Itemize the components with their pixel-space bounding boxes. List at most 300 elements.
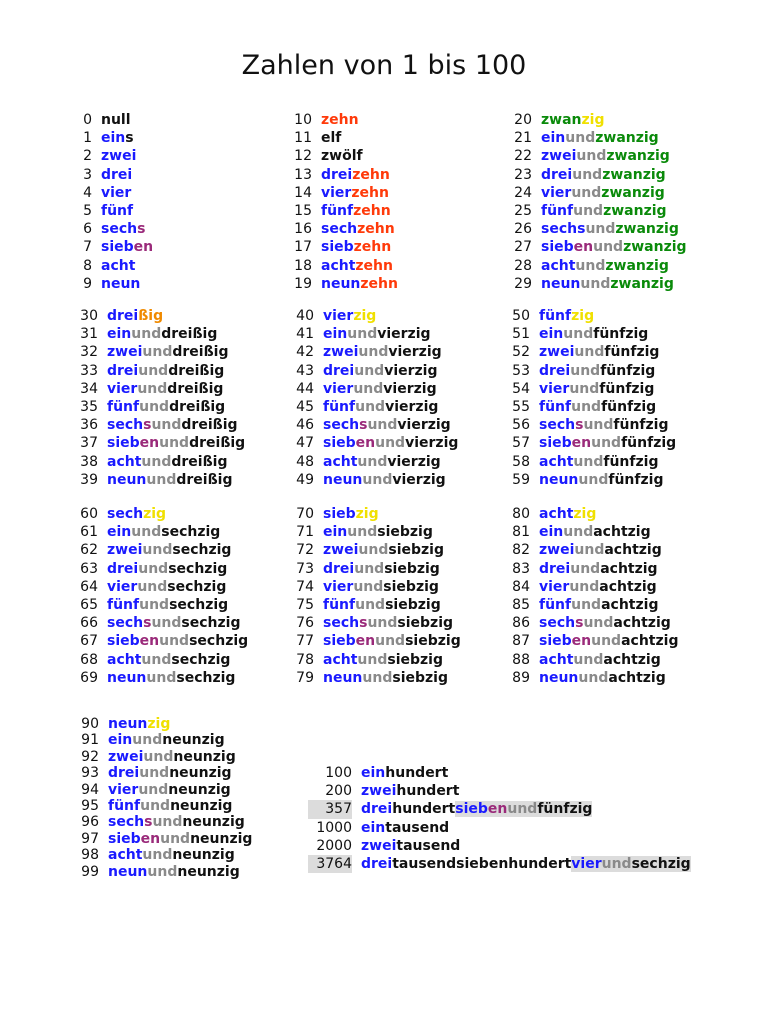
number-word <box>321 130 341 146</box>
word-part: elf <box>321 130 342 147</box>
word-part: neun <box>323 471 363 488</box>
number-word <box>541 112 604 128</box>
word-part: und <box>151 417 182 434</box>
number-value: 19 <box>294 275 312 292</box>
word-part: drei <box>323 560 355 577</box>
word-part: und <box>159 633 190 650</box>
number-row <box>500 577 678 595</box>
word-part: zwanzig <box>601 184 665 201</box>
word-part: sieb <box>539 633 572 650</box>
word-part: vierzig <box>385 398 439 415</box>
number-value: 80 <box>512 506 530 522</box>
number-row <box>62 256 153 274</box>
number-row <box>500 631 678 649</box>
word-part: s <box>143 615 152 632</box>
number-row <box>62 219 153 237</box>
number-row <box>282 128 398 146</box>
word-part: fünf <box>107 398 140 415</box>
number-word <box>539 417 669 433</box>
number-value: 3 <box>83 166 92 183</box>
word-part: zwei <box>539 344 575 361</box>
number-word <box>323 579 439 595</box>
number-word <box>323 308 376 324</box>
number-value: 2000 <box>316 837 352 854</box>
number-value: 9 <box>83 275 92 292</box>
number-word <box>361 856 691 872</box>
word-part: fünfzig <box>621 435 677 452</box>
word-part: dreißig <box>168 362 225 379</box>
word-part: und <box>139 596 170 613</box>
number-word <box>323 363 438 379</box>
word-part: und <box>131 524 162 541</box>
word-part: und <box>573 202 604 219</box>
number-word <box>321 276 398 292</box>
number-value: 98 <box>81 847 99 864</box>
number-value: 52 <box>512 344 530 361</box>
word-part: dreißig <box>161 326 218 343</box>
number-row <box>68 540 248 558</box>
number-value: 57 <box>512 435 530 452</box>
number-word <box>539 399 656 415</box>
word-part: zig <box>355 506 379 522</box>
word-part: zehn <box>321 112 359 128</box>
word-part: vierzig <box>377 326 431 343</box>
word-part: acht <box>108 847 143 864</box>
number-value: 100 <box>325 765 352 781</box>
word-part: sieb <box>107 435 140 452</box>
number-row <box>68 668 248 686</box>
number-row <box>308 854 691 872</box>
word-part: drei <box>107 560 139 577</box>
number-value: 65 <box>80 596 98 613</box>
number-value: 30 <box>80 308 98 324</box>
word-part: zehn <box>355 257 393 274</box>
number-value: 3764 <box>308 855 352 873</box>
number-word <box>323 399 438 415</box>
word-part: und <box>139 398 170 415</box>
number-value: 26 <box>514 221 532 238</box>
number-value: 42 <box>296 344 314 361</box>
number-row <box>69 748 252 764</box>
number-block-60-69 <box>68 504 248 686</box>
word-part: und <box>355 398 386 415</box>
word-part: vier <box>107 380 138 397</box>
number-value: 74 <box>296 578 314 595</box>
word-part: zig <box>147 716 171 732</box>
word-part: und <box>583 615 614 632</box>
number-value: 41 <box>296 326 314 343</box>
word-part: dreißig <box>172 344 229 361</box>
number-row <box>69 863 252 879</box>
word-part: zwanzig <box>603 202 667 219</box>
word-part: und <box>137 380 168 397</box>
number-row <box>500 452 676 470</box>
word-part: neunzig <box>162 732 225 749</box>
number-block-40-49 <box>284 306 458 488</box>
number-row <box>282 237 398 255</box>
number-word <box>541 148 670 164</box>
word-part: und <box>576 148 607 165</box>
word-part: achtzig <box>603 651 661 668</box>
number-word <box>101 112 131 128</box>
number-value: 17 <box>294 239 312 256</box>
number-value: 60 <box>80 506 98 522</box>
word-part: fünfzig <box>600 362 656 379</box>
number-value: 48 <box>296 453 314 470</box>
number-value: 33 <box>80 362 98 379</box>
number-row <box>69 813 252 829</box>
word-part: vier <box>323 308 354 324</box>
number-word <box>361 820 449 836</box>
number-word <box>541 276 674 292</box>
number-value: 54 <box>512 380 530 397</box>
number-row <box>500 668 678 686</box>
word-part: neunzig <box>177 863 240 880</box>
word-part: und <box>137 578 168 595</box>
number-word <box>101 167 132 183</box>
word-part: und <box>591 633 622 650</box>
number-value: 90 <box>81 716 99 732</box>
number-word <box>107 597 228 613</box>
number-value: 43 <box>296 362 314 379</box>
number-value: 7 <box>83 239 92 256</box>
word-part: achtzig <box>593 524 651 541</box>
number-word <box>321 185 389 201</box>
number-row <box>284 504 461 522</box>
number-row <box>62 128 153 146</box>
word-part: neun <box>107 669 147 686</box>
word-part: und <box>578 669 609 686</box>
word-part: tausend <box>385 819 450 836</box>
number-block-90-99 <box>69 715 252 879</box>
number-word <box>323 344 442 360</box>
word-part: acht <box>539 453 574 470</box>
word-part: achtzig <box>621 633 679 650</box>
word-part: vierzig <box>384 362 438 379</box>
number-value: 34 <box>80 380 98 397</box>
word-part: und <box>367 417 398 434</box>
word-part: neun <box>321 275 361 292</box>
word-part: zwei <box>323 542 359 559</box>
word-part: und <box>142 344 173 361</box>
number-word <box>539 308 594 324</box>
number-row <box>502 128 687 146</box>
word-part: sech <box>539 615 576 632</box>
number-value: 23 <box>514 166 532 183</box>
word-part: und <box>571 184 602 201</box>
word-part: sieb <box>539 435 572 452</box>
word-part: und <box>563 326 594 343</box>
number-row <box>282 201 398 219</box>
number-row <box>284 631 461 649</box>
number-word <box>107 454 227 470</box>
word-part: und <box>507 801 538 818</box>
number-value: 62 <box>80 542 98 559</box>
number-row <box>282 274 398 292</box>
number-word <box>107 615 240 631</box>
number-row <box>69 846 252 862</box>
word-part: und <box>375 435 406 452</box>
word-part: und <box>569 578 600 595</box>
word-part: und <box>141 453 172 470</box>
number-value: 78 <box>296 651 314 668</box>
word-part: und <box>138 781 169 798</box>
word-part: dreißig <box>167 380 224 397</box>
word-part: sech <box>107 615 144 632</box>
word-part: sieb <box>323 633 356 650</box>
word-part: zwanzig <box>610 275 674 292</box>
word-part: en <box>139 633 160 650</box>
number-word <box>107 670 235 686</box>
word-part: neun <box>108 716 148 732</box>
number-row <box>68 650 248 668</box>
number-value: 68 <box>80 651 98 668</box>
number-word <box>101 258 135 274</box>
word-part: sech <box>323 615 360 632</box>
word-part: und <box>147 863 178 880</box>
word-part: zwei <box>108 748 144 765</box>
word-part: zehn <box>352 166 390 183</box>
number-word <box>108 814 245 830</box>
word-part: fünf <box>541 202 574 219</box>
number-word <box>101 185 131 201</box>
number-value: 72 <box>296 542 314 559</box>
number-row <box>500 306 676 324</box>
word-part: dreißig <box>171 453 228 470</box>
word-part: und <box>573 651 604 668</box>
number-row <box>284 470 458 488</box>
number-word <box>107 417 238 433</box>
word-part: fünfzig <box>601 398 657 415</box>
word-part: acht <box>107 453 142 470</box>
number-word <box>539 615 671 631</box>
word-part: siebzig <box>387 651 443 668</box>
number-row <box>308 781 691 799</box>
number-word <box>323 633 461 649</box>
word-part: und <box>138 560 169 577</box>
word-part: en <box>139 435 160 452</box>
number-value: 93 <box>81 765 99 782</box>
word-part: sechzig <box>172 542 232 559</box>
word-part: acht <box>539 651 574 668</box>
word-part: sech <box>107 417 144 434</box>
word-part: und <box>575 257 606 274</box>
word-part: ein <box>101 130 126 147</box>
word-part: drei <box>539 362 571 379</box>
word-part: sechzig <box>169 596 229 613</box>
number-value: 36 <box>80 417 98 434</box>
number-row <box>500 595 678 613</box>
number-row <box>68 361 245 379</box>
number-value: 6 <box>83 221 92 238</box>
word-part: und <box>580 275 611 292</box>
number-row <box>284 613 461 631</box>
word-part: zwei <box>107 542 143 559</box>
number-value: 58 <box>512 453 530 470</box>
number-word <box>361 765 448 781</box>
word-part: und <box>347 524 378 541</box>
word-part: fünf <box>323 596 356 613</box>
word-part: sieb <box>321 239 354 256</box>
number-row <box>284 397 458 415</box>
number-value: 15 <box>294 202 312 219</box>
number-value: 99 <box>81 863 99 880</box>
number-word <box>539 561 658 577</box>
number-value: 22 <box>514 148 532 165</box>
number-row <box>68 577 248 595</box>
word-part: zig <box>143 506 167 522</box>
number-word <box>541 221 679 237</box>
word-part: fünf <box>539 398 572 415</box>
number-row <box>502 110 687 128</box>
number-value: 83 <box>512 560 530 577</box>
number-row <box>69 797 252 813</box>
number-word <box>323 615 453 631</box>
number-row <box>500 361 676 379</box>
word-part: und <box>141 651 172 668</box>
word-part: neun <box>539 471 579 488</box>
word-part: acht <box>323 651 358 668</box>
number-row <box>500 613 678 631</box>
word-part: ßig <box>138 308 164 324</box>
word-part: achtzig <box>613 615 671 632</box>
word-part: siebzig <box>377 524 433 541</box>
number-value: 56 <box>512 417 530 434</box>
number-row <box>500 504 678 522</box>
word-part: ein <box>323 326 348 343</box>
number-row <box>282 146 398 164</box>
number-row <box>68 306 245 324</box>
word-part: vier <box>541 184 572 201</box>
number-row <box>68 379 245 397</box>
number-word <box>108 765 232 781</box>
number-value: 29 <box>514 275 532 292</box>
word-part: zwei <box>539 542 575 559</box>
word-part: neun <box>323 669 363 686</box>
word-part: und <box>570 560 601 577</box>
number-row <box>68 397 245 415</box>
word-part: sech <box>321 221 358 238</box>
word-part: acht <box>107 651 142 668</box>
number-value: 14 <box>294 184 312 201</box>
number-value: 27 <box>514 239 532 256</box>
number-word <box>539 524 651 540</box>
number-word <box>101 239 153 255</box>
number-word <box>101 276 140 292</box>
number-row <box>62 274 153 292</box>
number-value: 66 <box>80 615 98 632</box>
word-part: und <box>160 830 191 847</box>
number-value: 88 <box>512 651 530 668</box>
word-part: und <box>593 239 624 256</box>
word-part: fünf <box>539 596 572 613</box>
number-word <box>107 472 232 488</box>
number-row <box>500 559 678 577</box>
number-word <box>323 454 441 470</box>
number-row <box>284 433 458 451</box>
number-word <box>101 221 145 237</box>
number-value: 61 <box>80 524 98 541</box>
word-part: acht <box>323 453 358 470</box>
number-word <box>323 542 444 558</box>
word-part: sech <box>101 221 138 238</box>
number-row <box>502 237 687 255</box>
number-row <box>282 219 398 237</box>
word-part: zwei <box>107 344 143 361</box>
word-part: dreißig <box>189 435 246 452</box>
number-row <box>500 522 678 540</box>
number-word <box>323 417 451 433</box>
number-block-0-9 <box>62 110 153 292</box>
number-row <box>68 415 245 433</box>
word-part: ein <box>539 524 564 541</box>
word-part: zig <box>581 112 605 128</box>
word-part: und <box>146 669 177 686</box>
number-value: 63 <box>80 560 98 577</box>
word-part: zig <box>573 506 597 522</box>
number-row <box>502 146 687 164</box>
word-part: drei <box>361 801 393 818</box>
number-word <box>107 308 163 324</box>
number-value: 76 <box>296 615 314 632</box>
word-part: en <box>140 830 161 847</box>
number-word <box>361 838 460 854</box>
number-word <box>323 381 437 397</box>
word-part: acht <box>539 506 574 522</box>
number-row <box>68 559 248 577</box>
word-part: und <box>138 362 169 379</box>
word-part: acht <box>321 257 356 274</box>
number-row <box>68 452 245 470</box>
number-row <box>68 613 248 631</box>
word-part: s <box>575 615 584 632</box>
number-row <box>500 342 676 360</box>
number-word <box>539 633 678 649</box>
number-row <box>502 183 687 201</box>
word-part: und <box>573 453 604 470</box>
word-part: und <box>347 326 378 343</box>
number-value: 46 <box>296 417 314 434</box>
word-part: und <box>571 398 602 415</box>
word-part: neun <box>101 275 141 292</box>
number-row <box>500 324 676 342</box>
number-word <box>539 506 596 522</box>
number-row <box>62 110 153 128</box>
number-value: 86 <box>512 615 530 632</box>
number-row <box>500 470 676 488</box>
word-part: vier <box>571 855 602 872</box>
number-word <box>321 112 359 128</box>
number-value: 55 <box>512 398 530 415</box>
number-word <box>539 344 659 360</box>
number-word <box>107 652 230 668</box>
number-row <box>69 781 252 797</box>
number-word <box>323 326 431 342</box>
number-row <box>284 306 458 324</box>
word-part: und <box>362 669 393 686</box>
number-value: 8 <box>83 257 92 274</box>
word-part: en <box>571 435 592 452</box>
number-value: 75 <box>296 596 314 613</box>
number-value: 64 <box>80 578 98 595</box>
number-row <box>502 165 687 183</box>
number-word <box>323 506 379 522</box>
number-value: 95 <box>81 797 99 814</box>
number-value: 357 <box>308 800 352 818</box>
word-part: und <box>353 578 384 595</box>
number-value: 81 <box>512 524 530 541</box>
word-part: fünfzig <box>604 344 660 361</box>
